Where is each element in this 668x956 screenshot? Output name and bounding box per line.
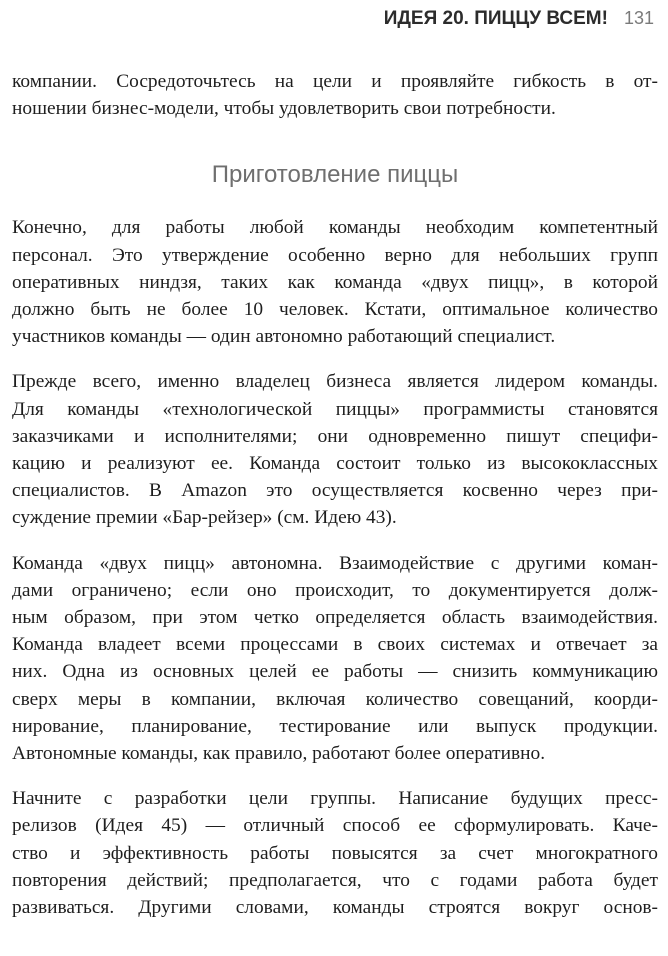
text-line: повторения действий; предполагается, что с годами работа будет [12, 869, 658, 891]
paragraph-1 [12, 214, 658, 350]
text-line: Автономные команды, как правило, работают более оперативно. [12, 743, 546, 765]
text-line: специалистов. В Amazon это осуществляется косвенно через при- [12, 480, 658, 502]
text-line: Прежде всего, именно владелец бизнеса является лидером команды. [12, 371, 658, 393]
paragraph-gap [12, 532, 658, 550]
text-line: участников команды — один автономно работающий специалист. [12, 326, 556, 348]
text-line: дами ограничено; если оно происходит, то документируется долж- [12, 579, 658, 601]
paragraph-4 [12, 785, 658, 921]
paragraph-3 [12, 550, 658, 768]
text-line: Команда владеет всеми процессами в своих системах и отвечает за [12, 634, 658, 656]
text-line: релизов (Идея 45) — отличный способ ее сформулировать. Каче- [12, 815, 658, 837]
text-line: сверх меры в компании, включая количество совещаний, коорди- [12, 688, 658, 710]
text-line: оперативных ниндзя, таких как команда «двух пицц», в которой [12, 271, 658, 293]
text-line: Начните с разработки цели группы. Написание будущих пресс- [12, 788, 658, 810]
section-heading: Приготовление пиццы [211, 161, 459, 189]
text-line: Конечно, для работы любой команды необходим компетентный [12, 217, 658, 239]
text-line: них. Одна из основных целей ее работы — снизить коммуникацию [12, 661, 658, 683]
text-line: компании. Сосредоточьтесь на цели и проявляйте гибкость в от- [12, 71, 658, 92]
paragraph-gap [12, 350, 658, 368]
paragraph-gap [12, 767, 658, 785]
intro-paragraph [12, 68, 658, 122]
page-body [12, 68, 658, 921]
running-head [384, 8, 654, 30]
chapter-title: ИДЕЯ 20. ПИЦЦУ ВСЕМ! [383, 8, 608, 29]
text-line: кацию и реализуют ее. Команда состоит только из высококлассных [12, 453, 658, 475]
page-number: 131 [623, 8, 654, 28]
text-line: нирование, планирование, тестирование или выпуск продукции. [12, 715, 658, 737]
text-line: Для команды «технологической пиццы» программисты становятся [12, 398, 658, 420]
text-line: ство и эффективность работы повысятся за счет многократного [12, 842, 658, 864]
text-line: суждение премии «Бар-рейзер» (см. Идею 43). [12, 507, 397, 529]
text-line: заказчиками и исполнителями; они одновременно пишут специфи- [12, 425, 658, 447]
text-line: Команда «двух пицц» автономна. Взаимодействие с другими коман- [12, 552, 658, 574]
paragraph-2 [12, 368, 658, 531]
text-line: развиваться. Другими словами, команды строятся вокруг основ- [12, 897, 658, 919]
text-line: ным образом, при этом четко определяется область взаимодействия. [12, 607, 658, 629]
text-line: должно быть не более 10 человек. Кстати, оптимальное количество [12, 299, 658, 321]
text-line: персонал. Это утверждение особенно верно для небольших групп [12, 244, 658, 266]
text-line: ношении бизнес-модели, чтобы удовлетворить свои потребности. [12, 98, 556, 120]
